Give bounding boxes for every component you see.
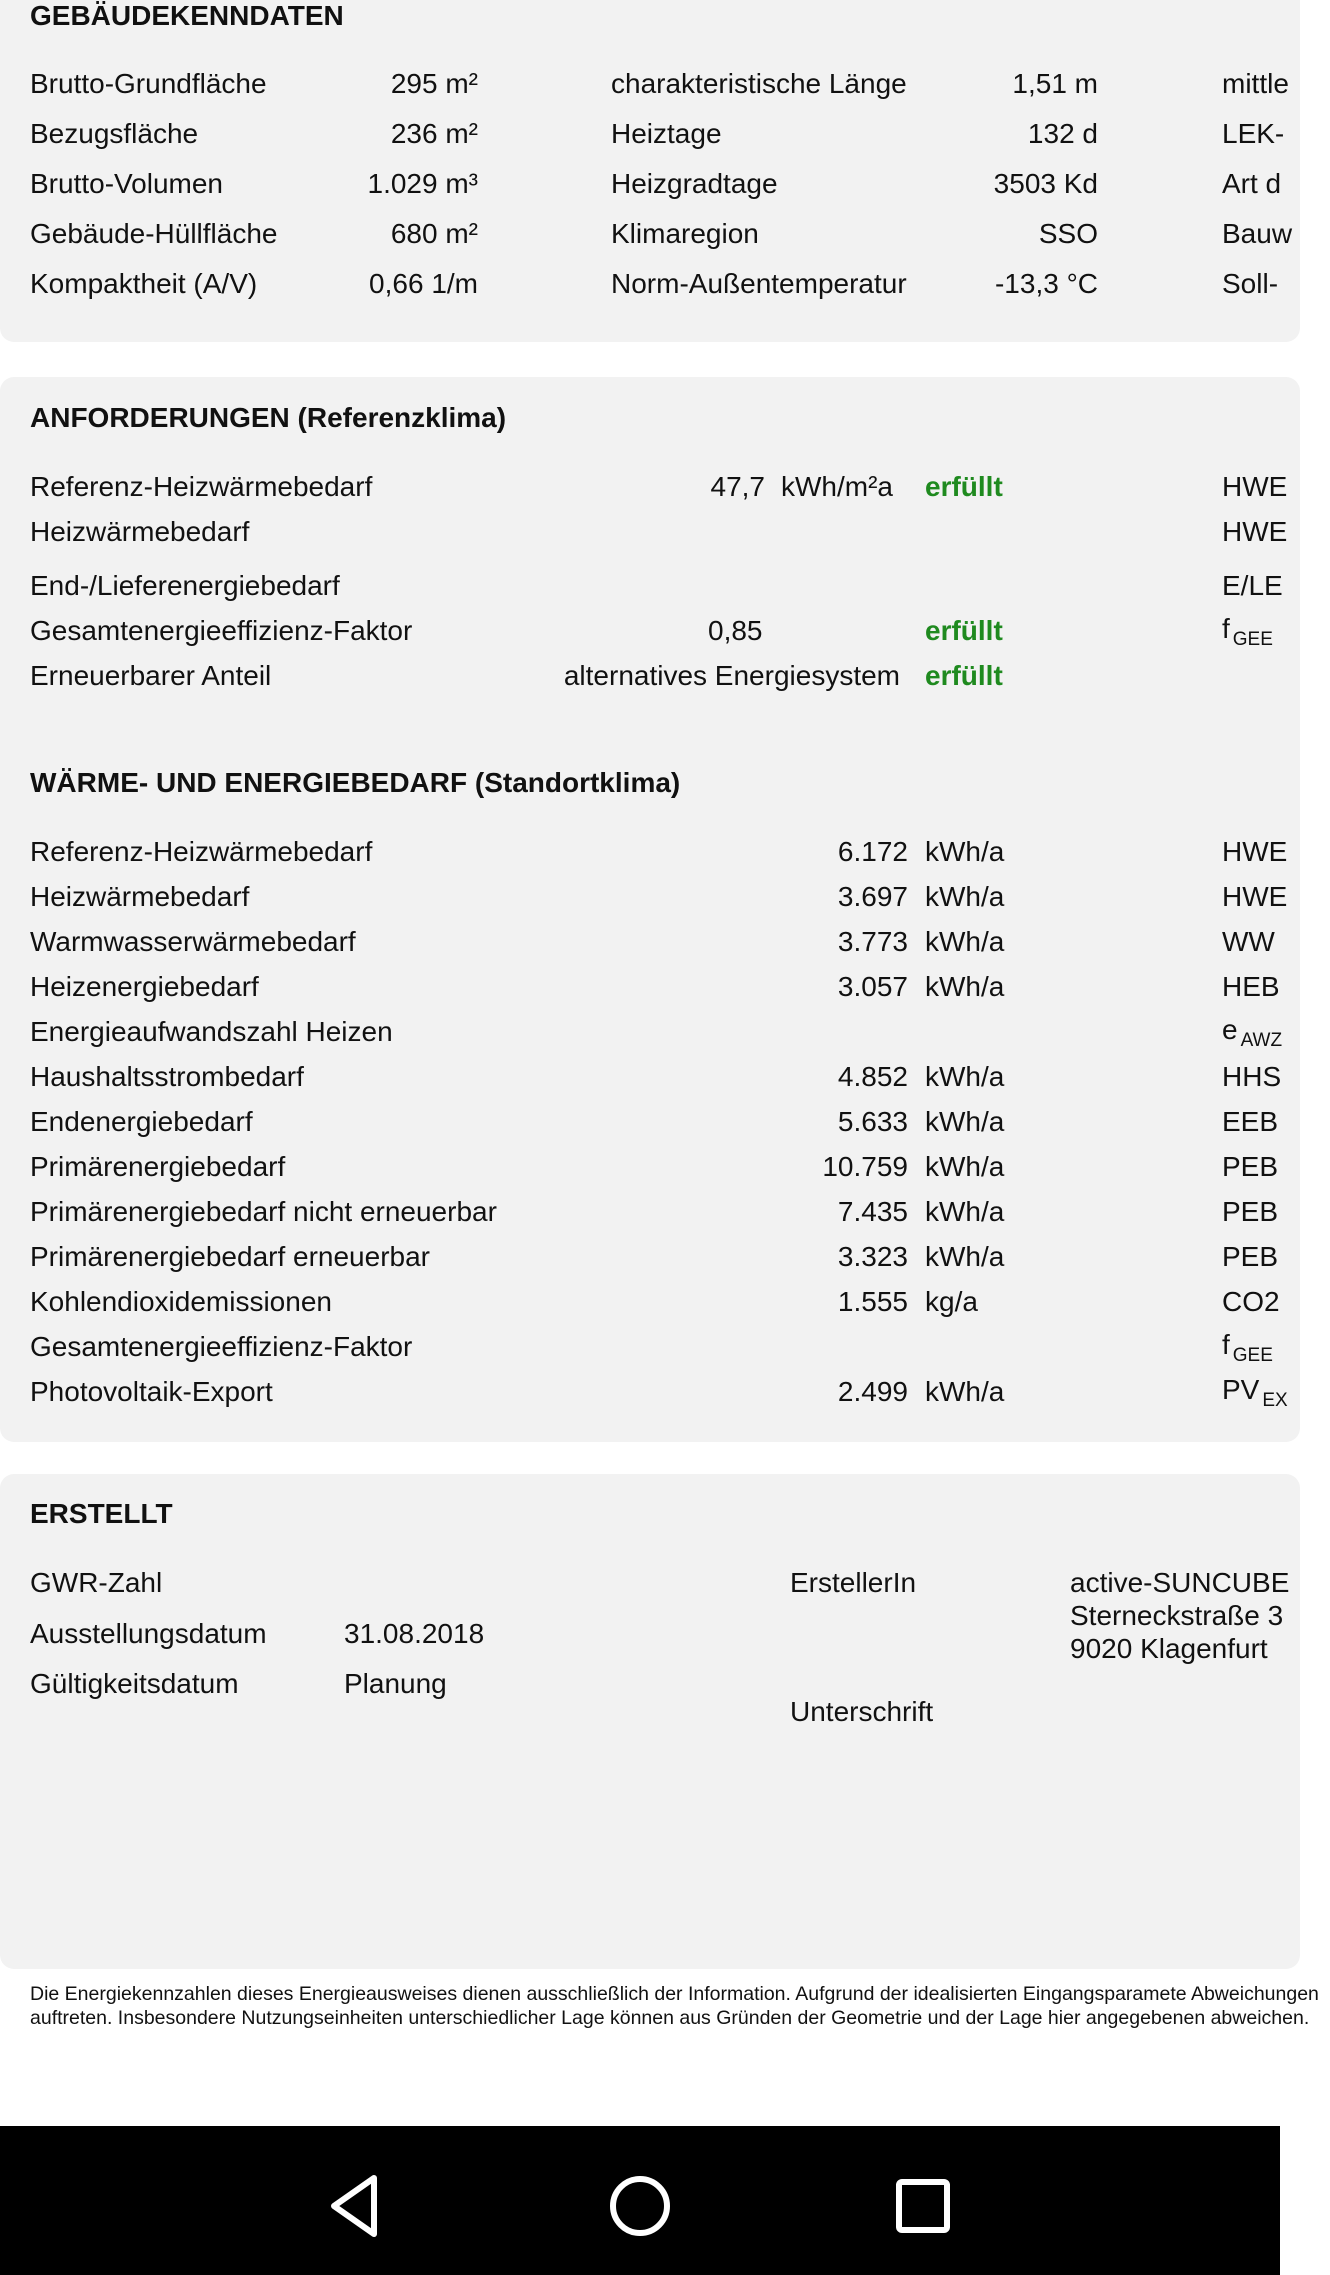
demand-label: Haushaltsstrombedarf <box>30 1061 304 1092</box>
demand-label: Warmwasserwärmebedarf <box>30 926 356 957</box>
demand-unit: kWh/a <box>925 1061 1005 1092</box>
requirement-label: Heizwärmebedarf <box>30 516 250 547</box>
creator-line: 9020 Klagenfurt <box>1070 1633 1268 1664</box>
requirement-label: Gesamtenergieeffizienz-Faktor <box>30 615 413 646</box>
demand-label: Energieaufwandszahl Heizen <box>30 1016 393 1047</box>
navigation-bar <box>0 2126 1280 2275</box>
building-value: 0,66 1/m <box>369 268 478 299</box>
demand-code: PEB <box>1222 1241 1279 1272</box>
home-icon[interactable] <box>600 2166 680 2246</box>
building-label: Brutto-Volumen <box>30 168 223 199</box>
building-label: Bezugsfläche <box>30 118 199 149</box>
demand-label: Heizwärmebedarf <box>30 881 250 912</box>
building-data-title: GEBÄUDEKENNDATEN <box>30 0 344 31</box>
requirement-label: Erneuerbarer Anteil <box>30 660 272 691</box>
demand-value: 3.697 <box>837 881 908 912</box>
building-value: 1.029 m³ <box>367 168 478 199</box>
demand-unit: kWh/a <box>925 881 1005 912</box>
demand-label: Endenergiebedarf <box>30 1106 253 1137</box>
building-value: 295 m² <box>390 68 478 99</box>
demand-code: HEB <box>1222 971 1280 1002</box>
demand-label: Gesamtenergieeffizienz-Faktor <box>30 1331 413 1362</box>
requirement-code: HWE <box>1222 471 1288 502</box>
demand-unit: kWh/a <box>925 836 1005 867</box>
demand-label: Primärenergiebedarf <box>30 1151 286 1182</box>
demand-value: 5.633 <box>837 1106 908 1137</box>
demand-value: 4.852 <box>837 1061 908 1092</box>
building-label: Klimaregion <box>611 218 759 249</box>
building-value: 236 m² <box>390 118 478 149</box>
demand-unit: kWh/a <box>925 926 1005 957</box>
demand-title: WÄRME- UND ENERGIEBEDARF (Standortklima) <box>30 767 681 798</box>
requirement-value: alternatives Energiesystem <box>563 660 900 691</box>
demand-label: Primärenergiebedarf nicht erneuerbar <box>30 1196 497 1227</box>
demand-code: HWE <box>1222 881 1288 912</box>
demand-unit: kg/a <box>925 1286 978 1317</box>
creator-label: ErstellerIn <box>790 1567 917 1598</box>
requirement-code: f $_{GEE}$ <box>1222 613 1273 650</box>
demand-label: Photovoltaik-Export <box>30 1376 273 1407</box>
demand-code: HWE <box>1222 836 1288 867</box>
status-badge: erfüllt <box>925 615 1003 646</box>
gwr-label: GWR-Zahl <box>30 1567 163 1598</box>
building-label: Norm-Außentemperatur <box>611 268 907 299</box>
issue-date-label: Ausstellungsdatum <box>30 1618 267 1649</box>
demand-unit: kWh/a <box>925 1151 1005 1182</box>
demand-unit: kWh/a <box>925 1376 1005 1407</box>
demand-value: 1.555 <box>837 1286 908 1317</box>
demand-label: Kohlendioxidemissionen <box>30 1286 332 1317</box>
issue-date-value: 31.08.2018 <box>344 1618 485 1649</box>
demand-code: HHS <box>1222 1061 1282 1092</box>
demand-label: Heizenergiebedarf <box>30 971 259 1002</box>
building-label: Kompaktheit (A/V) <box>30 268 258 299</box>
requirements-title: ANFORDERUNGEN (Referenzklima) <box>30 402 507 433</box>
demand-value: 3.323 <box>837 1241 908 1272</box>
building-label-clipped: Soll- <box>1222 268 1279 299</box>
creator-line: active-SUNCUBE <box>1070 1567 1290 1598</box>
status-badge: erfüllt <box>925 660 1003 691</box>
demand-code: EEB <box>1222 1106 1279 1137</box>
building-label-clipped: Bauw <box>1222 218 1293 249</box>
status-badge: erfüllt <box>925 471 1003 502</box>
demand-code: CO2 <box>1222 1286 1280 1317</box>
building-label: charakteristische Länge <box>611 68 907 99</box>
demand-code: e $_{AWZ}$ <box>1222 1014 1283 1051</box>
requirement-value: 0,85 <box>708 615 763 646</box>
valid-date-label: Gültigkeitsdatum <box>30 1668 239 1699</box>
building-label: Heiztage <box>611 118 722 149</box>
demand-code: PEB <box>1222 1196 1279 1227</box>
demand-code: f $_{GEE}$ <box>1222 1329 1273 1366</box>
valid-date-value: Planung <box>344 1668 447 1699</box>
requirement-code: E/LE <box>1222 570 1283 601</box>
demand-value: 6.172 <box>837 836 908 867</box>
created-card <box>0 1474 1300 1969</box>
disclaimer-text: Die Energiekennzahlen dieses Energieausweises dienen ausschließlich der Information. Aufgrund der idealisierten Eingangsparamete Abweichungen auftreten. Insbesondere Nutzungseinheiten unterschiedlicher Lage können aus Gründen der Geometrie und der Lage hier angegebenen abweichen. <box>30 1983 1319 2029</box>
demand-unit: kWh/a <box>925 971 1005 1002</box>
building-label-clipped: mittle <box>1222 68 1289 99</box>
building-label-clipped: Art d <box>1222 168 1282 199</box>
demand-code: PV $_{EX}$ <box>1222 1374 1288 1411</box>
demand-code: WW <box>1222 926 1275 957</box>
building-value: 3503 Kd <box>993 168 1098 199</box>
building-label-clipped: LEK- <box>1222 118 1285 149</box>
building-label: Brutto-Grundfläche <box>30 68 267 99</box>
demand-unit: kWh/a <box>925 1241 1005 1272</box>
demand-value: 3.057 <box>837 971 908 1002</box>
recents-icon[interactable] <box>883 2166 963 2246</box>
building-value: -13,3 °C <box>994 268 1098 299</box>
requirement-unit: kWh/m²a <box>781 471 893 502</box>
requirement-code: HWE <box>1222 516 1288 547</box>
requirement-label: End-/Lieferenergiebedarf <box>30 570 340 601</box>
demand-code: PEB <box>1222 1151 1279 1182</box>
building-label: Heizgradtage <box>611 168 778 199</box>
requirement-value: 47,7 <box>710 471 765 502</box>
building-value: SSO <box>1038 218 1098 249</box>
back-icon[interactable] <box>316 2166 396 2246</box>
creator-line: Sterneckstraße 3 <box>1070 1600 1284 1631</box>
demand-value: 2.499 <box>837 1376 908 1407</box>
signature-label: Unterschrift <box>790 1696 934 1727</box>
demand-label: Primärenergiebedarf erneuerbar <box>30 1241 430 1272</box>
building-label: Gebäude-Hüllfläche <box>30 218 278 249</box>
demand-value: 3.773 <box>837 926 908 957</box>
demand-unit: kWh/a <box>925 1196 1005 1227</box>
demand-value: 7.435 <box>837 1196 908 1227</box>
demand-unit: kWh/a <box>925 1106 1005 1137</box>
demand-label: Referenz-Heizwärmebedarf <box>30 836 373 867</box>
building-value: 680 m² <box>390 218 478 249</box>
demand-value: 10.759 <box>822 1151 908 1182</box>
requirement-label: Referenz-Heizwärmebedarf <box>30 471 373 502</box>
building-value: 1,51 m <box>1012 68 1098 99</box>
created-title: ERSTELLT <box>30 1498 173 1529</box>
building-value: 132 d <box>1027 118 1098 149</box>
